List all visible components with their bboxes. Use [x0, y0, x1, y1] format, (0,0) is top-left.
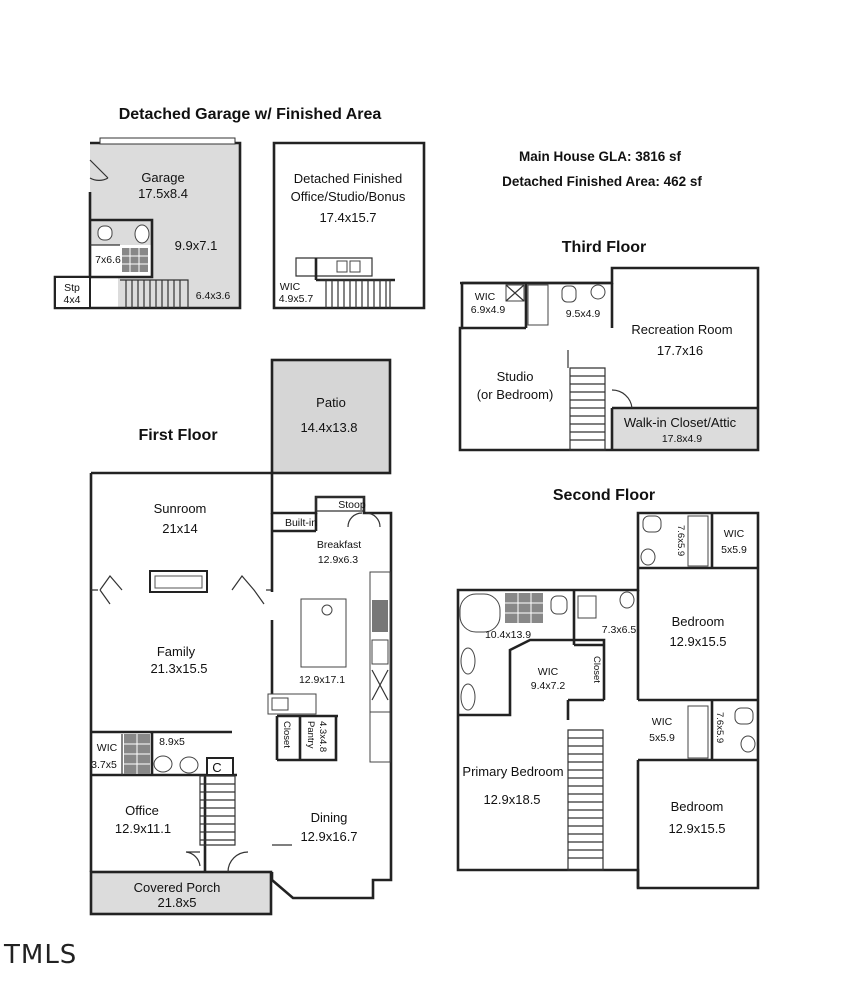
- detached-area-text: Detached Finished Area: 462 sf: [502, 174, 702, 189]
- bedroom-a-dimension: 12.9x15.5: [669, 634, 727, 649]
- garage-stair-dimension: 6.4x3.6: [195, 290, 231, 302]
- first-closet-c-label: C: [212, 760, 222, 775]
- third-wic-dimension: 6.9x4.9: [470, 304, 506, 316]
- attic-label: Walk-in Closet/Attic: [623, 415, 737, 430]
- kitchen-dimension: 12.9x17.1: [298, 674, 346, 686]
- dining-dimension: 12.9x16.7: [300, 829, 358, 844]
- second-wc-dimension: 7.3x6.5: [601, 624, 637, 636]
- porch-dimension: 21.8x5: [157, 895, 197, 910]
- breakfast-label: Breakfast: [316, 539, 362, 551]
- first-floor-plan: [91, 360, 391, 914]
- second-closet-label: Closet: [591, 656, 602, 683]
- garage-plan: [55, 138, 240, 308]
- detached-office-plan: [274, 143, 424, 308]
- bedroom-b-label: Bedroom: [670, 799, 724, 814]
- primary-bedroom-dimension: 12.9x18.5: [483, 792, 541, 807]
- second-bath-b-dimension: 7.6x5.9: [714, 712, 725, 744]
- bedroom-b-dimension: 12.9x15.5: [668, 821, 726, 836]
- second-wic-b-label: WIC: [651, 716, 673, 728]
- second-wic-a-label: WIC: [723, 528, 745, 540]
- second-bath-a-dimension: 7.6x5.9: [675, 525, 686, 557]
- second-floor-plan: [458, 513, 758, 888]
- office-dimension: 12.9x11.1: [114, 821, 172, 836]
- stoop-label: Stp: [64, 282, 80, 294]
- closet-label-first: Closet: [281, 721, 292, 748]
- bedroom-a-label: Bedroom: [671, 614, 725, 629]
- studio-label-line2: (or Bedroom): [476, 387, 554, 402]
- third-floor-heading: Third Floor: [561, 239, 647, 256]
- attic-dimension: 17.8x4.9: [661, 433, 703, 445]
- office-bldg-wic-dimension: 4.9x5.7: [278, 293, 314, 305]
- third-bath-dimension: 9.5x4.9: [565, 308, 601, 320]
- office-bldg-wic-label: WIC: [279, 281, 301, 293]
- stoop-label-first: Stoop: [338, 499, 366, 511]
- second-wic-b-dimension: 5x5.9: [649, 732, 675, 744]
- garage-bath-dimension: 7x6.6: [95, 254, 121, 266]
- primary-wic-label: WIC: [537, 666, 559, 678]
- office-bldg-label-line1: Detached Finished: [293, 171, 403, 186]
- dining-label: Dining: [310, 810, 348, 825]
- second-wic-a-dimension: 5x5.9: [721, 544, 747, 556]
- porch-label: Covered Porch: [133, 880, 221, 895]
- recreation-room-label: Recreation Room: [631, 322, 733, 337]
- breakfast-dimension: 12.9x6.3: [317, 554, 359, 566]
- first-floor-heading: First Floor: [138, 427, 218, 444]
- pantry-dimension: 4.3x4.8: [317, 721, 328, 753]
- patio-dimension: 14.4x13.8: [300, 420, 358, 435]
- stoop-dimension: 4x4: [63, 294, 81, 306]
- garage-dimension: 17.5x8.4: [138, 186, 188, 201]
- garage-section-heading: Detached Garage w/ Finished Area: [118, 106, 382, 123]
- builtin-label: Built-in: [284, 517, 318, 529]
- primary-bath-dimension: 10.4x13.9: [484, 629, 532, 641]
- recreation-room-dimension: 17.7x16: [656, 343, 704, 358]
- office-label: Office: [125, 803, 159, 818]
- second-floor-heading: Second Floor: [552, 487, 656, 504]
- main-gla-text: Main House GLA: 3816 sf: [518, 149, 682, 164]
- pantry-label: Pantry: [305, 721, 316, 749]
- garage-room-dimension: 9.9x7.1: [174, 238, 218, 253]
- office-bldg-label-line2: Office/Studio/Bonus: [290, 189, 406, 204]
- primary-wic-dimension: 9.4x7.2: [530, 680, 566, 692]
- third-floor-plan: [460, 268, 758, 450]
- first-wic-label: WIC: [96, 742, 118, 754]
- studio-label-line1: Studio: [496, 369, 534, 384]
- third-wic-label: WIC: [474, 291, 496, 303]
- sunroom-dimension: 21x14: [162, 521, 198, 536]
- patio-label: Patio: [316, 395, 346, 410]
- family-dimension: 21.3x15.5: [150, 661, 208, 676]
- family-label: Family: [156, 644, 196, 659]
- sunroom-label: Sunroom: [153, 501, 207, 516]
- garage-label: Garage: [141, 170, 185, 185]
- primary-bedroom-label: Primary Bedroom: [462, 764, 564, 779]
- first-wic-dimension: 3.7x5: [91, 759, 117, 771]
- first-bath-dimension: 8.9x5: [159, 736, 185, 748]
- tmls-logo: TMLS: [4, 940, 78, 970]
- office-bldg-dimension: 17.4x15.7: [319, 210, 377, 225]
